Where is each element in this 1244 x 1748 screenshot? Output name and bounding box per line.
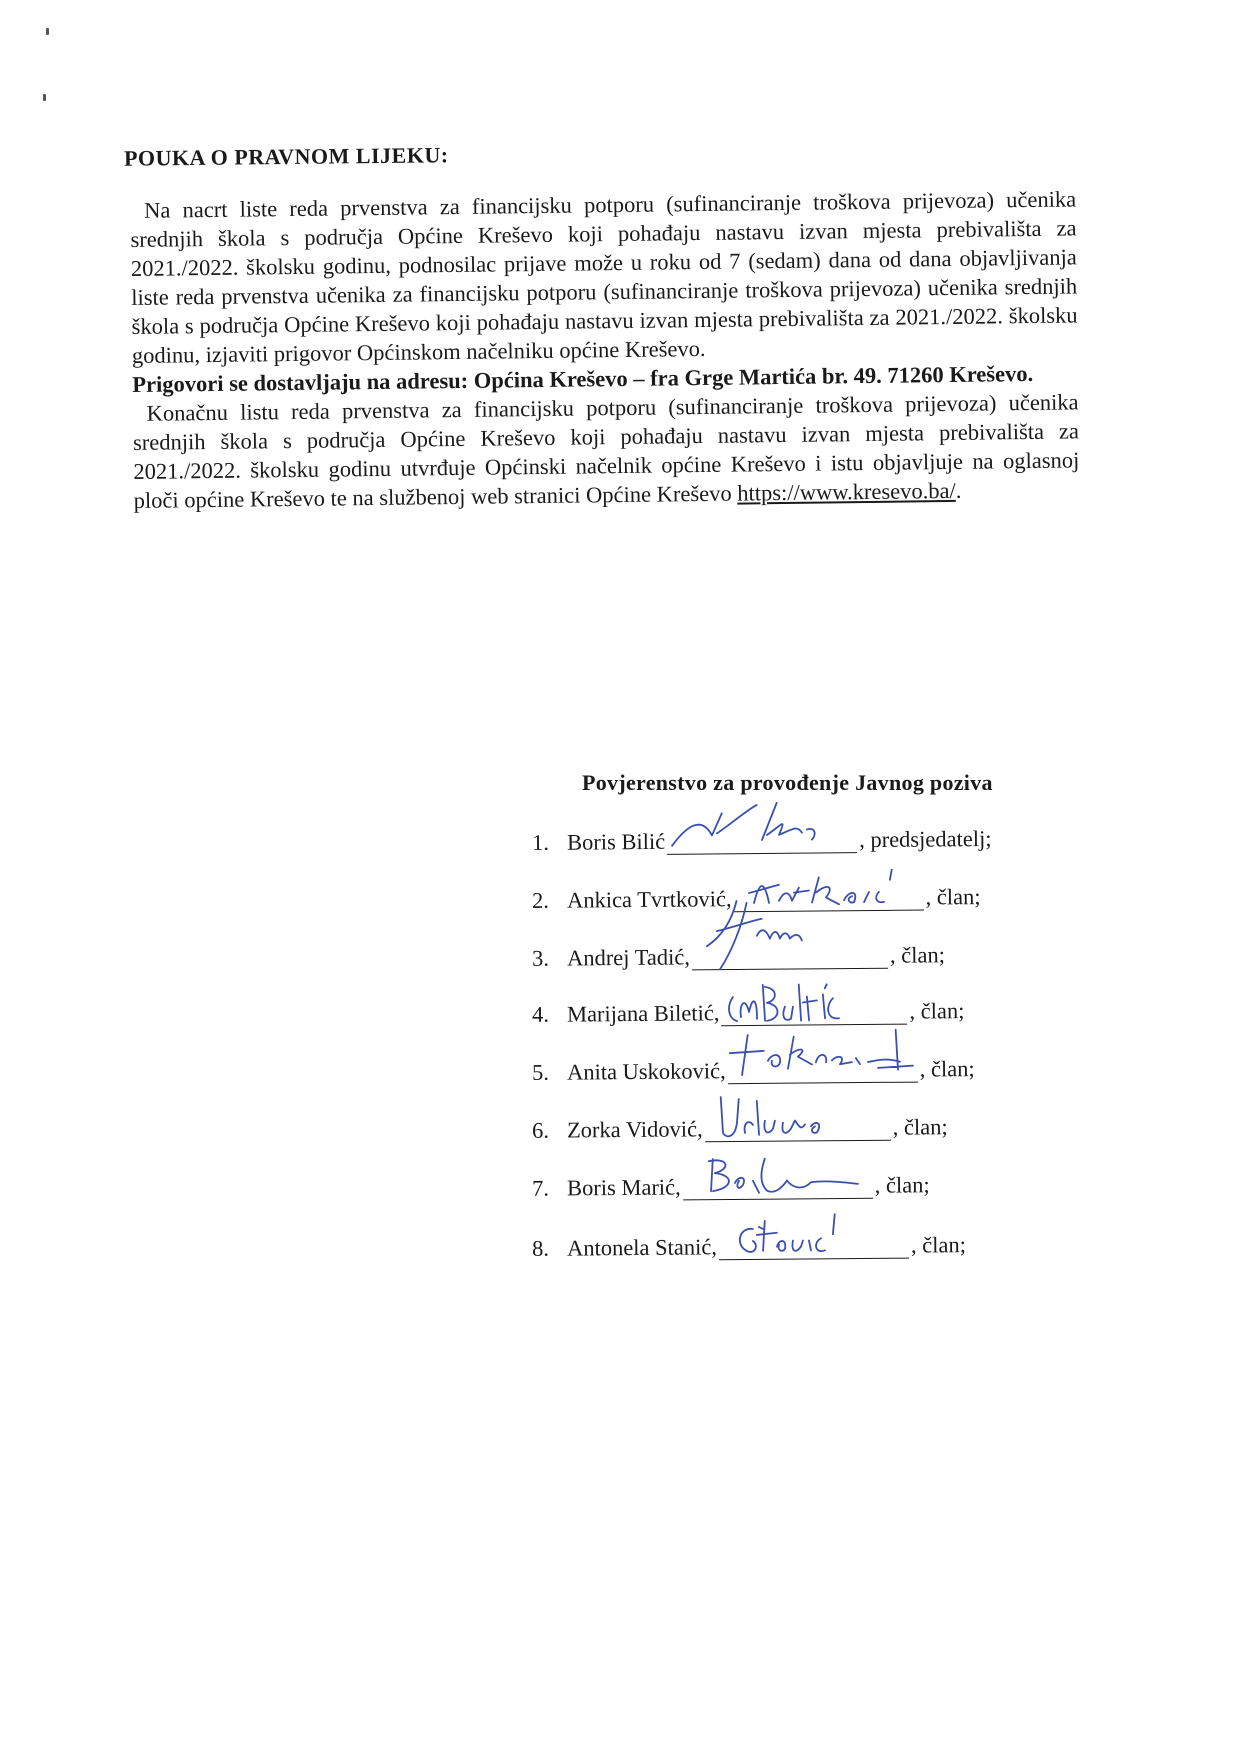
member-row <box>532 1172 930 1201</box>
paragraph-address: Prigovori se dostavljaju na adresu: Općina Kreševo – fra Grge Martića br. 49. 71260 Kreševo. <box>132 360 1034 397</box>
member-role: , član; <box>874 1172 930 1198</box>
paragraph-objection: Na nacrt liste reda prvenstva za financijsku potporu (sufinanciranje troškova prijevoza) učenika srednjih škola s područja Općine Kreševo koji pohađaju nastavu izvan mjesta prebivališta za 2021./2022. školsku godinu, podnosilac prijave može u roku od 7 (sedam) dana od dana objavljivanja liste reda prvenstva učenika za financijsku potporu (sufinanciranje troškova prijevoza) učenika srednjih škola s područja Općine Kreševo koji pohađaju nastavu izvan mjesta prebivališta za 2021./2022. školsku godinu, izjaviti prigovor Općinskom načelniku općine Kreševo. <box>130 186 1078 368</box>
signature-line <box>683 1176 873 1201</box>
member-role: , član; <box>919 1056 975 1082</box>
handwritten-signature <box>727 1024 918 1086</box>
body-text <box>130 184 1080 515</box>
member-role: , član; <box>910 1232 967 1258</box>
handwritten-signature <box>691 890 888 972</box>
member-name: Antonela Stanić, <box>566 1234 718 1261</box>
member-name: Andrej Tadić, <box>566 944 691 971</box>
member-row <box>532 1232 966 1262</box>
member-role: , predsjedatelj; <box>859 825 992 853</box>
member-number: 2. <box>531 887 549 913</box>
website-link[interactable]: https://www.kresevo.ba/ <box>737 477 956 506</box>
signature-line <box>692 946 888 971</box>
handwritten-signature <box>704 1092 890 1144</box>
member-number: 1. <box>531 829 549 856</box>
member-role: , član; <box>889 942 946 968</box>
handwritten-signature <box>719 1210 909 1262</box>
member-role: , član; <box>925 884 981 910</box>
paragraph-final-list <box>132 387 1079 515</box>
link-suffix: . <box>955 477 962 503</box>
section-heading: POUKA O PRAVNOM LIJEKU: <box>123 142 449 171</box>
scan-speck <box>46 28 49 35</box>
signature-line <box>721 1002 907 1027</box>
signature-line <box>728 1060 918 1085</box>
member-number: 4. <box>531 1001 549 1027</box>
signature-line <box>705 1118 891 1143</box>
member-name: Boris Bilić <box>566 828 666 855</box>
member-name: Marijana Biletić, <box>566 1000 720 1027</box>
signature-line <box>719 1236 909 1261</box>
handwritten-signature <box>721 976 907 1028</box>
member-number: 3. <box>531 945 549 971</box>
handwritten-signature <box>667 794 858 856</box>
member-name: Boris Marić, <box>566 1174 681 1201</box>
member-role: , član; <box>909 998 965 1024</box>
member-name: Zorka Vidović, <box>566 1116 703 1143</box>
paragraph-final-list-text: Konačnu listu reda prvenstva za financijsku potporu (sufinanciranje troškova prijevoza) učenika srednjih škola s područja Općine Kreševo koji pohađaju nastavu izvan mjesta prebivališta za 2021./2022. školsku godinu utvrđuje Općinski načelnik općine Kreševo i istu objavljuje na oglasnoj ploči općine Kreševo te na službenoj web stranici Općine Kreševo <box>132 389 1080 513</box>
member-number: 7. <box>531 1175 549 1201</box>
member-name: Ankica Tvrtković, <box>566 886 732 913</box>
scan-speck <box>43 94 46 101</box>
member-name: Anita Uskoković, <box>566 1058 726 1085</box>
member-role: , član; <box>892 1114 948 1140</box>
member-row <box>532 1056 975 1086</box>
member-number: 6. <box>531 1117 549 1143</box>
member-number: 5. <box>531 1059 549 1085</box>
member-row <box>532 1114 948 1144</box>
committee-title: Povjerenstvo za provođenje Javnog poziva <box>582 770 993 795</box>
member-row <box>532 942 945 972</box>
signature-line <box>667 830 857 855</box>
member-number: 8. <box>531 1235 549 1261</box>
member-row <box>532 826 992 856</box>
handwritten-signature <box>682 1150 872 1202</box>
